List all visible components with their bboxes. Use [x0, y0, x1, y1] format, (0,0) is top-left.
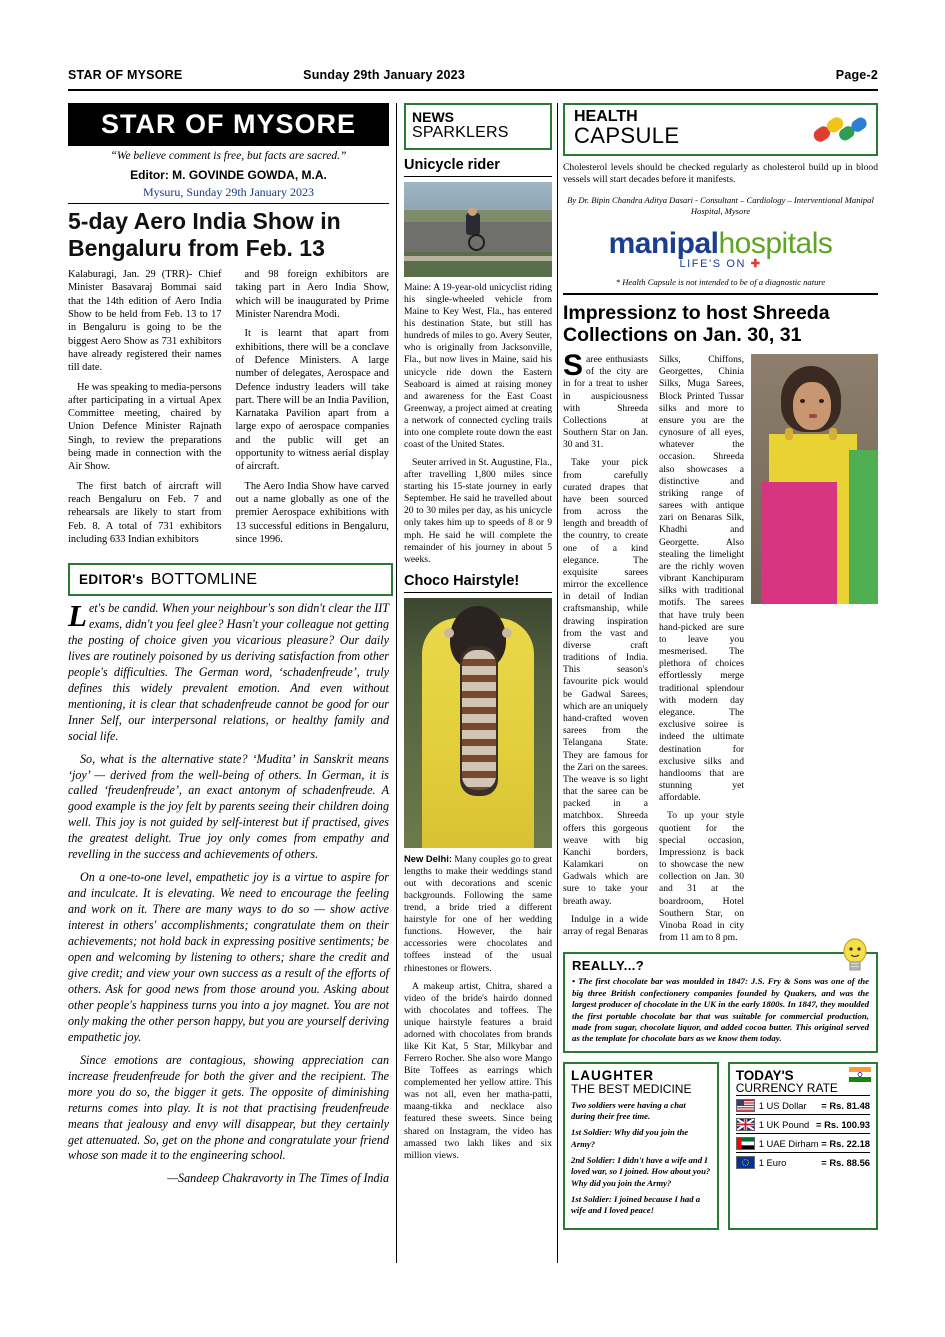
currency-row	[736, 1095, 870, 1114]
bottomline-para: et's be candid. When your neighbour's son didn't clear the IIT exams, didn't you feel glee? Hasn't your colleague not getting the posting of choice given you vicarious pleasure? Our daily lives are routinely poisoned by us deriving satisfaction from other people's difficulties. The German word, ‘schadenfreude’, truly defines this widely prevalent emotion. And even without mentioning, it is clear that schadenfreude cannot be good for our Inner Self, our interpersonal relations, or healthy family and social life.	[68, 601, 389, 743]
unicycle-story-body	[404, 282, 552, 566]
us-flag-icon	[736, 1099, 755, 1112]
column-divider-1	[396, 103, 397, 1263]
masthead-logo	[68, 103, 389, 146]
really-title: REALLY...?	[572, 958, 645, 974]
bottomline-para: So, what is the alternative state? ‘Mudita’ in Sanskrit means ‘joy’ — derived from the well-being of others. In German, it is called ‘freudenfreude’, an exact antonym of schadenfreude. A good example is the joy felt by parents seeing their children doing well. This joy is not guided by self-interest but if practised, gives the greatest delight. True joy only comes from empathy and revelling in the success and achievements of others.	[68, 751, 389, 862]
capsule-icon	[810, 113, 868, 145]
eu-flag-icon	[736, 1156, 755, 1169]
bottomline-para: On a one-to-one level, empathetic joy is a virtue to aspire for and inculcate. It is elevating. We need to encourage the feeling and work on it. There are many ways to do so — show active interest in others' accomplishments; congratulate them on their achievements; not hold back in expressing positive sentiments; be open and welcoming by listening to others; share the credit and give credit; and view your own success as a result of the efforts of others. Ask for good news from those around you. Asking about other people's happiness turns you into a joy magnet. You are not only making the other person happy, but you are yourself deriving empathetic joy.	[68, 870, 389, 1044]
joke-line: 1st Soldier: I joined because I had a wife and I loved peace!	[571, 1193, 701, 1216]
right-rule	[563, 293, 878, 295]
header-page-number: Page-2	[835, 68, 878, 82]
lightbulb-icon	[840, 936, 870, 976]
currency-value: = Rs. 88.56	[821, 1156, 870, 1168]
masthead-rule	[68, 203, 389, 204]
brand-tagline: LIFE'S ON	[679, 258, 747, 271]
brand-manipal: manipal	[608, 227, 719, 261]
impressionz-para: Take your pick from carefully curated drapes that have been sourced from across the length and breadth of the country, to create one of a kind elegance. The exquisite sarees mirror the excellence in detail of Indian craftsmanship, while drawing inspiration from the vast and diverse craft traditions of India. This season's favourite pick would be Gadwal Sarees, which are an uniquely hand-crafted woven sarees from the Telangana State. They are famous for the Zari on the sarees. The weave is so light that the saree can be packed in a matchbox. Shreeda offers this gorgeous weave with big Kanchi borders, Kalamkari on Gadwals which are sure to take your breath away.	[563, 457, 648, 907]
laughter-joke	[571, 1100, 711, 1217]
currency-value: = Rs. 81.48	[821, 1099, 870, 1111]
choco-story-head: Choco Hairstyle!	[404, 573, 552, 593]
health-capsule-header	[563, 103, 878, 156]
masthead-tagline: “We believe comment is free, but facts are sacred.”	[110, 150, 347, 162]
laughter-title-1: LAUGHTER	[571, 1067, 654, 1083]
page-header	[68, 68, 878, 82]
choco-para: A makeup artist, Chitra, shared a video of the bride's hairdo donned with chocolates and toffees. The unique hairstyle features a braid adorned with chocolates from brands like Kit Kat, 5 Star, Milkybar and Ferrero Rocher. She also wore Mango Bite Toffees as earrings which complemented her yellow attire. This was not all, even her matha-patti, maang-tikka and necklace also featured these sweets. Since being shared on Instagram, the video has amassed two lakh likes and six million views.	[404, 980, 552, 1161]
impressionz-para: aree enthusiasts of the city are in for a treat to usher in auspiciousness with Shreeda Collections at Southern Star on Jan. 30 and 31.	[563, 354, 648, 451]
health-capsule-text: Cholesterol levels should be checked regularly as cholesterol build up in blood vessels will start decades before it manifests.	[563, 162, 878, 186]
header-rule	[68, 89, 878, 91]
really-box	[563, 952, 878, 1053]
currency-row	[736, 1114, 870, 1133]
choco-hairstyle-photo	[404, 598, 552, 848]
lead-para: He was speaking to media-persons after participating in a virtual Apex Committee meeting, chaired by Union Defence Minister Rajnath Singh, to review the preparations being made in connection with the Air Show.	[68, 381, 222, 473]
lead-para: The first batch of aircraft will reach Bengaluru on Feb. 7 and rehearsals are likely to start from Feb. 8. A total of 731 exhibitors including 633 Indian exhibitors	[68, 480, 222, 545]
red-cross-icon: ✚	[750, 258, 762, 271]
news-sparklers-title-1: NEWS	[412, 109, 454, 125]
lead-para: Kalaburagi, Jan. 29 (TRR)- Chief Minister Basavaraj Bommai said that the 14th edition of Aero India Show to be held from Feb. 13 to 17 in Bengaluru is going to be the biggest Aero Show as 731 exhibitors have already registered their names till date.	[68, 269, 222, 374]
currency-title-1: TODAY'S	[735, 1067, 794, 1083]
unicycle-para: Maine: A 19-year-old unicyclist riding his single-wheeled vehicle from Maine to Key West, Fla., has entered his destination State, but still has hundreds of miles to go. Avery Seuter, who is originally from Jacksonville, Fla., but now lives in Maine, said his unicycle ride down the Eastern Seaboard is aimed at raising money and awareness for the East Coast Greenway, a project aimed at creating a network of connected cycling trails into one complete route down the east coast of the United States.	[404, 282, 552, 451]
bottomline-signature: —Sandeep Chakravorty in The Times of India	[167, 1171, 389, 1186]
currency-box	[728, 1062, 878, 1230]
news-sparklers-title-2: SPARKLERS	[412, 124, 509, 141]
joke-line: Two soldiers were having a chat during their free time.	[571, 1099, 686, 1122]
really-fact: The first chocolate bar was moulded in 1847: J.S. Fry & Sons was one of the big three British confectionery companies founded by Quakers, and was the largest producer of chocolate in the UK in the early 1800s. In 1847, they moulded the first portable chocolate bar that was suitable for commercial production, made from sugar, chocolate liquor, and added cocoa butter. This original served as the template for chocolate bars as we know them today.	[572, 976, 869, 1044]
impressionz-para: To up your style quotient for the special occasion, Impressionz is back to showcase the new collection on Jan. 30 and 31 at the boardroom, Hotel Southern Star, on Vinoba Road in city from 11 am to 8 pm.	[659, 810, 744, 944]
currency-row	[736, 1133, 870, 1152]
currency-title-2: CURRENCY RATE	[735, 1080, 838, 1095]
choco-dateline: New Delhi:	[404, 852, 452, 864]
masthead-editor: Editor: M. GOVINDE GOWDA, M.A.	[130, 168, 327, 182]
choco-story-body	[404, 853, 552, 1162]
really-text: • The first chocolate bar was moulded in 1847: J.S. Fry & Sons was one of the big three British confectionery companies founded by Quakers, and was the largest producer of chocolate in the UK in the early 1800s. In 1847, they moulded the first portable chocolate bar that was suitable for commercial production, made from sugar, chocolate liquor, and added cocoa butter. This original served as the template for chocolate bars as we know them today.	[572, 976, 869, 1044]
news-sparklers-header	[404, 103, 552, 150]
editors-bottomline-body	[68, 598, 389, 1194]
header-paper-name: STAR OF MYSORE	[68, 68, 183, 82]
laughter-title-2: THE BEST MEDICINE	[571, 1081, 692, 1096]
unicycle-story-head: Unicycle rider	[404, 157, 552, 177]
masthead-logo-text: STAR OF MYSORE	[100, 109, 356, 139]
bottomline-para: Since emotions are contagious, showing appreciation can increase freudenfreude for both the giver and the recipient. The more you do so, the bigger it gets. The opposite of diminishing returns comes into play. It is not that practising freudenfreude means that jealousy and envy will disappear, but they certainly get attenuated. So, get on the phone and congratulate your friend whose son made it to the engineering school.	[68, 1052, 389, 1163]
unicycle-para: Seuter arrived in St. Augustine, Fla., after travelling 1,800 miles since starting his 15-state journey in early September. He said he travelled about 20 to 30 miles per day, as his unicycle only takes him up to speeds of 8 or 9 mph. He said he will complete the remainder of his journey in about 5 weeks.	[404, 457, 552, 565]
choco-para: Many couples go to great lengths to make their weddings stand out with decorations and scenic backgrounds. Following the same trend, a bride tried a different hairstyle for one of her wedding functions. However, the hair accessories were chocolates and toffees instead of the usual rhinestones or flowers.	[404, 853, 552, 974]
lead-para: It is learnt that apart from exhibitions, there will be a conclave of Defence Ministers. A large number of delegates, Aerospace and Defence industry leaders will take part. There will be an India Pavilion, Karnataka Pavilion apart from a large expo of aerospace companies and the public will get an opportunity to witness aerial display of aircraft.	[235, 328, 389, 473]
manipal-hospitals-logo	[563, 227, 878, 270]
bottom-boxes	[563, 1062, 878, 1230]
impressionz-article	[563, 349, 878, 944]
uae-flag-icon	[736, 1137, 755, 1150]
bottomline-title-bold: EDITOR's	[79, 572, 144, 587]
laughter-box	[563, 1062, 719, 1230]
currency-value: = Rs. 22.18	[821, 1137, 870, 1149]
lead-story-body	[68, 268, 389, 552]
lead-para: The Aero India Show have carved out a name globally as one of the premier Aerospace exhibitions with 13 successful editions in Bengaluru, since 1996.	[235, 480, 389, 545]
joke-line: 2nd Soldier: I didn't have a wife and I loved war, so I joined. How about you? Why did you join the Army?	[571, 1155, 711, 1188]
impressionz-body	[563, 349, 744, 944]
currency-name: 1 UK Pound	[758, 1118, 810, 1130]
editors-bottomline-header	[68, 563, 393, 596]
lead-headline: 5-day Aero India Show in Bengaluru from Feb. 13	[68, 208, 341, 262]
header-date: Sunday 29th January 2023	[303, 68, 465, 82]
bottomline-title-light: BOTTOMLINE	[150, 570, 258, 588]
impressionz-headline: Impressionz to host Shreeda Collections on Jan. 30, 31	[563, 301, 830, 347]
right-column	[563, 103, 878, 1230]
health-capsule-byline: By Dr. Bipin Chandra Aditya Dasari - Consultant – Cardiology – Interventional Manipal Hospital, Mysore	[567, 194, 874, 217]
masthead-place: Mysuru, Sunday 29th January 2023	[143, 185, 314, 199]
health-capsule-disclaimer: * Health Capsule is not intended to be of a diagnostic nature	[615, 277, 826, 288]
saree-model-photo	[751, 354, 878, 604]
lead-para: and 98 foreign exhibitors are taking part in Aero India Show, which will be inaugurated by Prime Minister Narendra Modi.	[235, 269, 389, 320]
column-divider-2	[557, 103, 558, 1263]
currency-row	[736, 1152, 870, 1171]
news-sparklers-column	[404, 103, 552, 1168]
unicycle-rider-photo	[404, 182, 552, 277]
currency-value: = Rs. 100.93	[816, 1118, 870, 1130]
india-flag-icon	[849, 1067, 871, 1082]
impressionz-dropcap: S	[563, 349, 584, 382]
impressionz-para: Indulge in a wide array of regal Benaras Silks, Chiffons, Georgettes, Chinia Silks, Muga Sarees, Block Printed Tussar silks and more to ensure you are the cynosure of all eyes, whatever the occasion. Shreeda also showcases a distinctive and striking range of sarees with antique zari on Benaras Silk, Khadhi and Georgette. Also stealing the limelight are the richly woven vibrant Kanchipuram silks with traditional motifs. The sarees that have truly been hand-picked are sure to leave you mesmerised. The plethora of choices effortlessly merge traditional splendour with modern day elegance. The exclusive soiree is indeed the ultimate destination for exclusive silks and handlooms that are stunning yet affordable.	[563, 354, 744, 937]
health-title-1: HEALTH	[574, 108, 638, 125]
currency-name: 1 US Dollar	[758, 1099, 807, 1111]
brand-hospitals: hospitals	[718, 227, 833, 261]
currency-name: 1 UAE Dirham	[758, 1137, 819, 1149]
bottomline-dropcap: L	[68, 598, 87, 633]
health-title-2: CAPSULE	[574, 123, 680, 148]
joke-line: 1st Soldier: Why did you join the Army?	[571, 1127, 689, 1149]
uk-flag-icon	[736, 1118, 755, 1131]
currency-name: 1 Euro	[758, 1156, 787, 1168]
